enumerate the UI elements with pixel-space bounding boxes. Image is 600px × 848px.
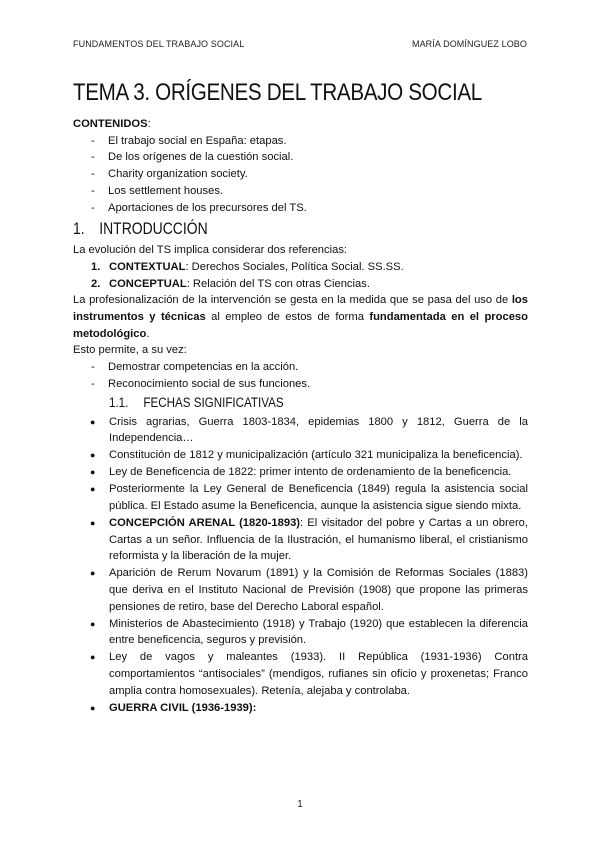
text-run: . <box>146 327 150 340</box>
list-item <box>109 649 528 699</box>
text-run: Crisis agrarias, Guerra 1803-1834, epidemias 1800 y 1812, Guerra de la Independencia… <box>109 415 528 445</box>
text-run: Constitución de 1812 y municipalización (artículo 321 municipaliza la beneficencia). <box>109 449 523 462</box>
list-item <box>109 414 528 447</box>
list-item: - De los orígenes de la cuestión social. <box>91 149 528 166</box>
header-course-title: FUNDAMENTOS DEL TRABAJO SOCIAL <box>73 39 245 49</box>
allows-paragraph: Esto permite, a su vez: <box>73 344 187 357</box>
list-item <box>109 700 528 717</box>
text-run: al empleo de estos de forma <box>205 311 370 324</box>
list-item <box>109 481 528 514</box>
bold-run: GUERRA CIVIL (1936-1939): <box>109 701 257 714</box>
list-item: - Los settlement houses. <box>91 183 528 200</box>
contenidos-list <box>73 133 528 217</box>
header-author: MARÍA DOMÍNGUEZ LOBO <box>411 39 527 49</box>
text-run: Posteriormente la Ley General de Beneficencia (1849) regula la asistencia social pública. El Estado asume la Beneficencia, aunque la asistencia sigue siendo mixta. <box>109 483 528 512</box>
text-run: Aparición de Rerum Novarum (1891) y la Comisión de Reformas Sociales (1883) que deriva en el Instituto Nacional de Previsión (1908) que propone las primeras pensiones de retiro, base del Derecho Laboral español. <box>109 567 528 613</box>
bold-run: los instrumentos y técnicas <box>73 294 528 324</box>
list-item: - Aportaciones de los precursores del TS. <box>91 200 528 217</box>
page-title: TEMA 3. ORÍGENES DEL TRABAJO SOCIAL <box>73 79 482 106</box>
list-item <box>109 565 528 615</box>
list-item <box>109 447 528 464</box>
section-number: 1. <box>73 219 85 239</box>
item-text: : Derechos Sociales, Política Social. SS.SS. <box>185 260 404 273</box>
bold-run: fundamentada en el proceso metodológico <box>73 311 528 340</box>
allows-list <box>73 359 528 392</box>
item-label: CONTEXTUAL <box>109 260 186 273</box>
text-run: Ministerios de Abastecimiento (1918) y Trabajo (1920) que establecen la diferencia entre beneficencia, seguros y previsión. <box>109 617 528 647</box>
list-item: - El trabajo social en España: etapas. <box>91 133 528 150</box>
list-item <box>91 259 528 276</box>
subsection-title: FECHAS SIGNIFICATIVAS <box>143 394 284 410</box>
fechas-list <box>73 414 528 717</box>
page-content <box>73 78 528 717</box>
subsection-number: 1.1. <box>109 394 129 410</box>
text-run: Ley de Beneficencia de 1822: primer intento de ordenamiento de la beneficencia. <box>109 466 512 479</box>
contenidos-heading <box>73 116 528 133</box>
page-number: 1 <box>297 799 303 810</box>
contenidos-label: CONTENIDOS <box>73 118 148 130</box>
intro-paragraph: La evolución del TS implica considerar dos referencias: <box>73 244 348 257</box>
item-label: CONCEPTUAL <box>109 277 187 290</box>
item-number: 2. <box>91 277 101 290</box>
bold-run: CONCEPCIÓN ARENAL (1820-1893) <box>109 516 301 529</box>
section-heading-introduccion <box>73 218 446 240</box>
list-item <box>91 276 528 293</box>
list-item: - Reconocimiento social de sus funciones. <box>91 376 528 393</box>
contenidos-colon: : <box>147 118 151 130</box>
section-title: INTRODUCCIÓN <box>99 219 208 239</box>
running-header <box>73 39 527 49</box>
list-item: - Demostrar competencias en la acción. <box>91 359 528 376</box>
references-list <box>73 259 528 292</box>
text-run: : El visitador del pobre y Cartas a un obrero, Cartas a un señor. Influencia de la Ilustración, el humanismo liberal, el cristianismo reformista y la liberación de la mujer. <box>109 516 529 563</box>
list-item <box>109 515 528 565</box>
text-run: La profesionalización de la intervención se gesta en la medida que se pasa del uso de <box>73 294 512 307</box>
item-number: 1. <box>91 260 101 273</box>
professionalization-paragraph <box>73 292 528 342</box>
list-item <box>109 616 528 649</box>
list-item <box>109 464 528 481</box>
item-text: : Relación del TS con otras Ciencias. <box>186 277 370 290</box>
text-run: Ley de vagos y maleantes (1933). II República (1931-1936) Contra comportamientos “antisociales” (mendigos, rufianes sin oficio y proxenetas; Franco amplia contra homosexuales). Retenía, alejaba y controlaba. <box>109 651 528 697</box>
list-item: - Charity organization society. <box>91 166 528 183</box>
subsection-heading-fechas <box>109 394 469 412</box>
